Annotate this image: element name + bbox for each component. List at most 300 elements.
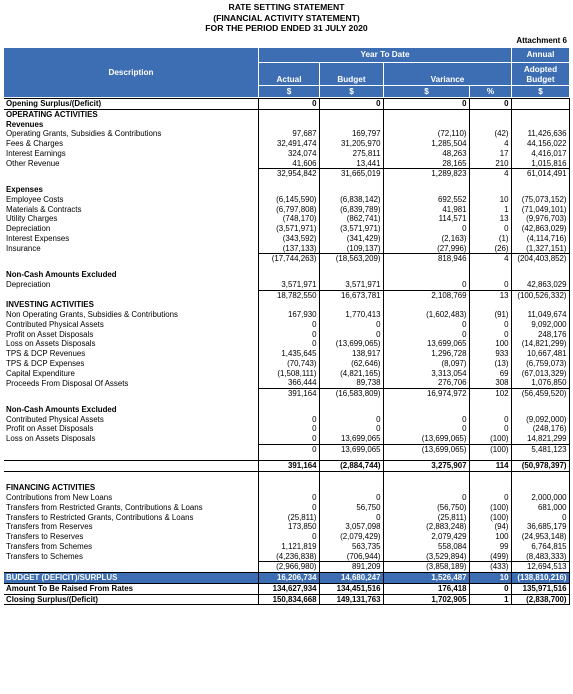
table-row xyxy=(4,369,569,379)
row-label xyxy=(4,290,258,300)
variance-amount-cell: (13,699,065) xyxy=(383,444,469,454)
header-annual-unit: $ xyxy=(538,86,543,96)
variance-amount-cell: 276,706 xyxy=(383,378,469,388)
table-row xyxy=(4,522,569,532)
row-label: Depreciation xyxy=(6,280,51,289)
actual-cell: (2,966,980) xyxy=(258,562,319,573)
table-row xyxy=(4,310,569,320)
variance-amount-cell: (3,529,894) xyxy=(383,552,469,562)
table-row xyxy=(4,234,569,244)
budget-cell: (706,944) xyxy=(319,552,383,562)
table-row xyxy=(4,149,569,159)
variance-percent-cell: 1 xyxy=(469,594,511,605)
variance-percent-cell: 69 xyxy=(469,369,511,379)
variance-percent-cell: (1) xyxy=(469,234,511,244)
actual-cell: (3,571,971) xyxy=(258,224,319,234)
variance-amount-cell: 1,289,823 xyxy=(383,169,469,179)
adopted-budget-cell: (100,526,332) xyxy=(511,290,569,300)
variance-amount-cell xyxy=(383,185,469,195)
budget-cell: 3,057,098 xyxy=(319,522,383,532)
actual-cell: 150,834,668 xyxy=(258,594,319,605)
budget-cell: (2,079,429) xyxy=(319,532,383,542)
table-row xyxy=(4,320,569,330)
statement-rows xyxy=(4,99,569,605)
budget-cell: (341,429) xyxy=(319,234,383,244)
actual-cell: 0 xyxy=(258,434,319,444)
table-row xyxy=(4,224,569,234)
variance-amount-cell: 3,275,907 xyxy=(383,461,469,472)
row-label: Non-Cash Amounts Excluded xyxy=(6,404,117,414)
adopted-budget-cell xyxy=(511,483,569,493)
table-row xyxy=(4,359,569,369)
variance-percent-cell: 0 xyxy=(469,320,511,330)
table-row xyxy=(4,349,569,359)
variance-amount-cell: 3,313,054 xyxy=(383,369,469,379)
budget-cell: (18,563,209) xyxy=(319,254,383,264)
variance-percent-cell xyxy=(469,185,511,195)
budget-cell: 14,680,247 xyxy=(319,573,383,584)
actual-cell: 1,435,645 xyxy=(258,349,319,359)
variance-percent-cell: (100) xyxy=(469,503,511,513)
table-row xyxy=(4,159,569,169)
table-row xyxy=(4,583,569,594)
adopted-budget-cell xyxy=(511,109,569,119)
variance-percent-cell: 114 xyxy=(469,461,511,472)
actual-cell: 0 xyxy=(258,532,319,542)
row-label: Utility Charges xyxy=(6,214,58,224)
actual-cell: (25,811) xyxy=(258,513,319,523)
row-label: FINANCING ACTIVITIES xyxy=(6,483,96,493)
adopted-budget-cell: 4,416,017 xyxy=(511,149,569,159)
actual-cell: 0 xyxy=(258,339,319,349)
adopted-budget-cell xyxy=(511,270,569,280)
variance-percent-cell: 933 xyxy=(469,349,511,359)
variance-amount-cell: 0 xyxy=(383,493,469,503)
row-label: Proceeds From Disposal Of Assets xyxy=(6,378,129,388)
row-label: Depreciation xyxy=(6,224,51,233)
row-label: Amount To Be Raised From Rates xyxy=(4,583,258,594)
row-label: BUDGET (DEFICIT)/SURPLUS xyxy=(4,573,258,584)
variance-amount-cell: (25,811) xyxy=(383,513,469,523)
variance-amount-cell: 0 xyxy=(383,280,469,290)
table-row xyxy=(4,280,569,290)
header-variance-unit: $ xyxy=(424,86,429,96)
variance-amount-cell: 1,702,905 xyxy=(383,594,469,605)
adopted-budget-cell: (248,176) xyxy=(511,424,569,434)
variance-percent-cell xyxy=(469,405,511,415)
row-label: TPS & DCP Revenues xyxy=(6,349,86,358)
budget-cell: 13,699,065 xyxy=(319,434,383,444)
row-label: Capital Expenditure xyxy=(6,368,75,378)
actual-cell: 0 xyxy=(258,330,319,340)
actual-cell xyxy=(258,483,319,493)
variance-percent-cell: (100) xyxy=(469,444,511,454)
variance-amount-cell: 818,946 xyxy=(383,254,469,264)
table-row xyxy=(4,270,569,280)
budget-cell xyxy=(319,270,383,280)
variance-amount-cell xyxy=(383,109,469,119)
adopted-budget-cell: (24,953,148) xyxy=(511,532,569,542)
variance-percent-cell: 0 xyxy=(469,280,511,290)
variance-percent-cell: 99 xyxy=(469,542,511,552)
adopted-budget-cell: (138,810,216) xyxy=(511,573,569,584)
variance-amount-cell: 41,981 xyxy=(383,205,469,215)
adopted-budget-cell: (71,049,101) xyxy=(511,205,569,215)
variance-percent-cell: 1 xyxy=(469,205,511,215)
actual-cell: 366,444 xyxy=(258,378,319,388)
table-row xyxy=(4,330,569,340)
budget-cell: 31,665,019 xyxy=(319,169,383,179)
adopted-budget-cell: (9,976,703) xyxy=(511,214,569,224)
actual-cell: 0 xyxy=(258,320,319,330)
adopted-budget-cell: (6,759,073) xyxy=(511,359,569,369)
variance-amount-cell: 16,974,972 xyxy=(383,389,469,399)
variance-percent-cell: 0 xyxy=(469,330,511,340)
row-label: Contributions from New Loans xyxy=(6,493,113,502)
actual-cell: (4,236,838) xyxy=(258,552,319,562)
table-row xyxy=(4,573,569,584)
table-row xyxy=(4,542,569,552)
variance-percent-cell: (42) xyxy=(469,129,511,139)
variance-percent-cell: (100) xyxy=(469,513,511,523)
row-label: Non Operating Grants, Subsidies & Contributions xyxy=(6,310,178,319)
variance-percent-cell: (26) xyxy=(469,244,511,254)
variance-amount-cell: 48,263 xyxy=(383,149,469,159)
row-label: Materials & Contracts xyxy=(6,204,82,214)
actual-cell: 173,850 xyxy=(258,522,319,532)
variance-amount-cell: (27,996) xyxy=(383,244,469,254)
adopted-budget-cell: 14,821,299 xyxy=(511,434,569,444)
table-row xyxy=(4,378,569,388)
variance-amount-cell: 1,285,504 xyxy=(383,139,469,149)
variance-amount-cell: (2,163) xyxy=(383,234,469,244)
row-label: Transfers from Restricted Grants, Contributions & Loans xyxy=(6,502,203,512)
adopted-budget-cell: 2,000,000 xyxy=(511,493,569,503)
variance-amount-cell: 558,084 xyxy=(383,542,469,552)
actual-cell: 18,782,550 xyxy=(258,290,319,300)
header-variance: Variance xyxy=(430,75,465,84)
table-row xyxy=(4,205,569,215)
table-row xyxy=(4,99,569,110)
table-row xyxy=(4,415,569,425)
adopted-budget-cell xyxy=(511,185,569,195)
row-label: Other Revenue xyxy=(6,158,60,168)
row-label: Closing Surplus/(Deficit) xyxy=(4,594,258,605)
row-label: Transfers from Reserves xyxy=(6,522,93,532)
budget-cell: (13,699,065) xyxy=(319,339,383,349)
variance-percent-cell: 10 xyxy=(469,195,511,205)
row-label xyxy=(4,444,258,454)
row-label: Expenses xyxy=(6,185,43,194)
variance-percent-cell: 0 xyxy=(469,424,511,434)
adopted-budget-cell: 11,426,636 xyxy=(511,129,569,139)
variance-amount-cell: 692,552 xyxy=(383,195,469,205)
adopted-budget-cell: (9,092,000) xyxy=(511,415,569,425)
variance-percent-cell: 100 xyxy=(469,532,511,542)
header-description: Description xyxy=(108,67,154,77)
actual-cell: 32,491,474 xyxy=(258,139,319,149)
variance-amount-cell xyxy=(383,300,469,310)
row-label: Employee Costs xyxy=(6,194,64,204)
table-row xyxy=(4,300,569,310)
header-actual-unit: $ xyxy=(286,86,292,96)
variance-amount-cell: 0 xyxy=(383,99,469,110)
adopted-budget-cell: 0 xyxy=(511,513,569,523)
row-label xyxy=(4,169,258,179)
variance-percent-cell xyxy=(469,483,511,493)
variance-amount-cell: 0 xyxy=(383,330,469,340)
row-label: Profit on Asset Disposals xyxy=(6,424,94,434)
row-label: Profit on Asset Disposals xyxy=(6,329,94,339)
budget-cell xyxy=(319,185,383,195)
table-row xyxy=(4,483,569,493)
actual-cell: (17,744,263) xyxy=(258,254,319,264)
budget-cell xyxy=(319,483,383,493)
table-header xyxy=(4,48,569,97)
row-label: Revenues xyxy=(6,119,44,129)
table-row xyxy=(4,434,569,444)
variance-percent-cell: 0 xyxy=(469,493,511,503)
variance-percent-cell: 0 xyxy=(469,224,511,234)
adopted-budget-cell: 44,156,022 xyxy=(511,139,569,149)
title-line-3: FOR THE PERIOD ENDED 31 JULY 2020 xyxy=(205,23,368,33)
variance-percent-cell: 10 xyxy=(469,573,511,584)
variance-percent-cell: 0 xyxy=(469,415,511,425)
row-label: TPS & DCP Expenses xyxy=(6,358,85,368)
variance-percent-cell: 4 xyxy=(469,254,511,264)
variance-amount-cell: 0 xyxy=(383,424,469,434)
row-label: Interest Expenses xyxy=(6,233,70,243)
budget-cell: 89,738 xyxy=(319,378,383,388)
budget-cell: 134,451,516 xyxy=(319,583,383,594)
adopted-budget-cell xyxy=(511,300,569,310)
actual-cell: 0 xyxy=(258,503,319,513)
row-label: Contributed Physical Assets xyxy=(6,319,104,329)
table-row xyxy=(4,169,569,179)
adopted-budget-cell: (14,821,299) xyxy=(511,339,569,349)
actual-cell: 0 xyxy=(258,444,319,454)
budget-cell: (62,646) xyxy=(319,359,383,369)
budget-cell xyxy=(319,109,383,119)
row-label xyxy=(4,389,258,399)
budget-cell: (16,583,809) xyxy=(319,389,383,399)
variance-amount-cell: 1,296,728 xyxy=(383,349,469,359)
budget-cell xyxy=(319,405,383,415)
table-row xyxy=(4,214,569,224)
variance-amount-cell: 2,108,769 xyxy=(383,290,469,300)
variance-amount-cell: 0 xyxy=(383,224,469,234)
actual-cell: (1,508,111) xyxy=(258,369,319,379)
row-label: Loss on Assets Disposals xyxy=(6,434,96,444)
actual-cell: 391,164 xyxy=(258,461,319,472)
variance-percent-cell xyxy=(469,120,511,130)
header-budget-unit: $ xyxy=(349,86,354,96)
variance-amount-cell xyxy=(383,483,469,493)
variance-percent-cell xyxy=(469,270,511,280)
variance-percent-cell: 210 xyxy=(469,159,511,169)
actual-cell: 16,206,734 xyxy=(258,573,319,584)
table-row xyxy=(4,389,569,399)
budget-cell: (6,838,142) xyxy=(319,195,383,205)
adopted-budget-cell: (56,459,520) xyxy=(511,389,569,399)
header-year-to-date: Year To Date xyxy=(360,50,410,59)
budget-cell: 31,205,970 xyxy=(319,139,383,149)
row-label: Operating Grants, Subsidies & Contributions xyxy=(6,129,162,139)
header-variance-percent: % xyxy=(486,86,495,96)
variance-amount-cell: 0 xyxy=(383,415,469,425)
statement-title xyxy=(0,0,573,34)
adopted-budget-cell: 61,014,491 xyxy=(511,169,569,179)
adopted-budget-cell xyxy=(511,120,569,130)
actual-cell: 41,606 xyxy=(258,159,319,169)
adopted-budget-cell: 6,764,815 xyxy=(511,542,569,552)
actual-cell: 3,571,971 xyxy=(258,280,319,290)
table-row xyxy=(4,424,569,434)
row-label: Non-Cash Amounts Excluded xyxy=(6,270,117,279)
table-row xyxy=(4,129,569,139)
header-budget: Budget xyxy=(337,75,366,84)
actual-cell: 0 xyxy=(258,415,319,425)
actual-cell xyxy=(258,185,319,195)
table-row xyxy=(4,461,569,472)
variance-percent-cell: (499) xyxy=(469,552,511,562)
variance-percent-cell: (94) xyxy=(469,522,511,532)
variance-amount-cell: 1,526,487 xyxy=(383,573,469,584)
variance-percent-cell: 308 xyxy=(469,378,511,388)
table-row xyxy=(4,513,569,523)
budget-cell xyxy=(319,120,383,130)
title-line-1: RATE SETTING STATEMENT xyxy=(228,2,345,12)
row-label xyxy=(4,254,258,264)
row-label: Opening Surplus/(Deficit) xyxy=(4,99,258,110)
variance-amount-cell xyxy=(383,270,469,280)
variance-percent-cell: 100 xyxy=(469,339,511,349)
budget-cell: 1,770,413 xyxy=(319,310,383,320)
budget-cell: 149,131,763 xyxy=(319,594,383,605)
adopted-budget-cell: (75,073,152) xyxy=(511,195,569,205)
budget-cell: (6,839,789) xyxy=(319,205,383,215)
variance-amount-cell: (8,097) xyxy=(383,359,469,369)
actual-cell: 391,164 xyxy=(258,389,319,399)
actual-cell: 0 xyxy=(258,424,319,434)
row-label: Insurance xyxy=(6,243,41,253)
row-label: Transfers to Schemes xyxy=(6,551,83,561)
table-row xyxy=(4,594,569,605)
adopted-budget-cell: 9,092,000 xyxy=(511,320,569,330)
actual-cell: (6,797,808) xyxy=(258,205,319,215)
table-row xyxy=(4,444,569,454)
actual-cell: (748,170) xyxy=(258,214,319,224)
table-row xyxy=(4,532,569,542)
actual-cell: (137,133) xyxy=(258,244,319,254)
row-label xyxy=(4,562,258,573)
table-row xyxy=(4,244,569,254)
budget-cell: 3,571,971 xyxy=(319,280,383,290)
variance-amount-cell: (3,858,189) xyxy=(383,562,469,573)
budget-cell: 0 xyxy=(319,99,383,110)
variance-amount-cell xyxy=(383,405,469,415)
variance-amount-cell: (13,699,065) xyxy=(383,434,469,444)
variance-percent-cell: 13 xyxy=(469,290,511,300)
budget-cell: 891,209 xyxy=(319,562,383,573)
actual-cell: 167,930 xyxy=(258,310,319,320)
row-label: Fees & Charges xyxy=(6,139,64,148)
variance-percent-cell: 17 xyxy=(469,149,511,159)
variance-amount-cell: (56,750) xyxy=(383,503,469,513)
variance-amount-cell: 13,699,065 xyxy=(383,339,469,349)
actual-cell xyxy=(258,120,319,130)
table-row xyxy=(4,339,569,349)
attachment-label: Attachment 6 xyxy=(516,36,567,45)
variance-amount-cell: (2,883,248) xyxy=(383,522,469,532)
variance-amount-cell: 0 xyxy=(383,320,469,330)
adopted-budget-cell: 10,667,481 xyxy=(511,349,569,359)
variance-amount-cell: 28,165 xyxy=(383,159,469,169)
budget-cell: (3,571,971) xyxy=(319,224,383,234)
actual-cell: (6,145,590) xyxy=(258,195,319,205)
variance-amount-cell: (72,110) xyxy=(383,129,469,139)
actual-cell: 134,627,934 xyxy=(258,583,319,594)
variance-percent-cell: 13 xyxy=(469,214,511,224)
adopted-budget-cell: 135,971,516 xyxy=(511,583,569,594)
table-row xyxy=(4,185,569,195)
actual-cell xyxy=(258,300,319,310)
budget-cell: 0 xyxy=(319,330,383,340)
actual-cell: 32,954,842 xyxy=(258,169,319,179)
statement-table xyxy=(4,98,570,605)
variance-percent-cell xyxy=(469,109,511,119)
adopted-budget-cell: 248,176 xyxy=(511,330,569,340)
budget-cell: 563,735 xyxy=(319,542,383,552)
variance-percent-cell: 0 xyxy=(469,583,511,594)
budget-cell: (2,884,744) xyxy=(319,461,383,472)
budget-cell: 0 xyxy=(319,415,383,425)
table-row xyxy=(4,139,569,149)
variance-amount-cell: (1,602,483) xyxy=(383,310,469,320)
adopted-budget-cell: 1,015,816 xyxy=(511,159,569,169)
budget-cell: 13,699,065 xyxy=(319,444,383,454)
budget-cell xyxy=(319,300,383,310)
budget-cell: 0 xyxy=(319,513,383,523)
budget-cell: 56,750 xyxy=(319,503,383,513)
variance-percent-cell: (91) xyxy=(469,310,511,320)
adopted-budget-cell: 12,694,513 xyxy=(511,562,569,573)
actual-cell: 1,121,819 xyxy=(258,542,319,552)
row-label: Interest Earnings xyxy=(6,148,66,158)
variance-percent-cell xyxy=(469,300,511,310)
actual-cell xyxy=(258,109,319,119)
adopted-budget-cell: (8,483,333) xyxy=(511,552,569,562)
variance-percent-cell: (433) xyxy=(469,562,511,573)
adopted-budget-cell: (42,863,029) xyxy=(511,224,569,234)
table-row xyxy=(4,254,569,264)
adopted-budget-cell: 36,685,179 xyxy=(511,522,569,532)
adopted-budget-cell: (204,403,852) xyxy=(511,254,569,264)
budget-cell: 13,441 xyxy=(319,159,383,169)
row-label: Transfers from Schemes xyxy=(6,541,93,551)
budget-cell: 0 xyxy=(319,320,383,330)
adopted-budget-cell: 1,076,850 xyxy=(511,378,569,388)
budget-cell: (862,741) xyxy=(319,214,383,224)
actual-cell xyxy=(258,405,319,415)
table-row xyxy=(4,120,569,130)
table-row xyxy=(4,290,569,300)
budget-cell: (109,137) xyxy=(319,244,383,254)
table-row xyxy=(4,405,569,415)
budget-cell: 275,811 xyxy=(319,149,383,159)
adopted-budget-cell xyxy=(511,99,569,110)
row-label: INVESTING ACTIVITIES xyxy=(6,300,94,310)
